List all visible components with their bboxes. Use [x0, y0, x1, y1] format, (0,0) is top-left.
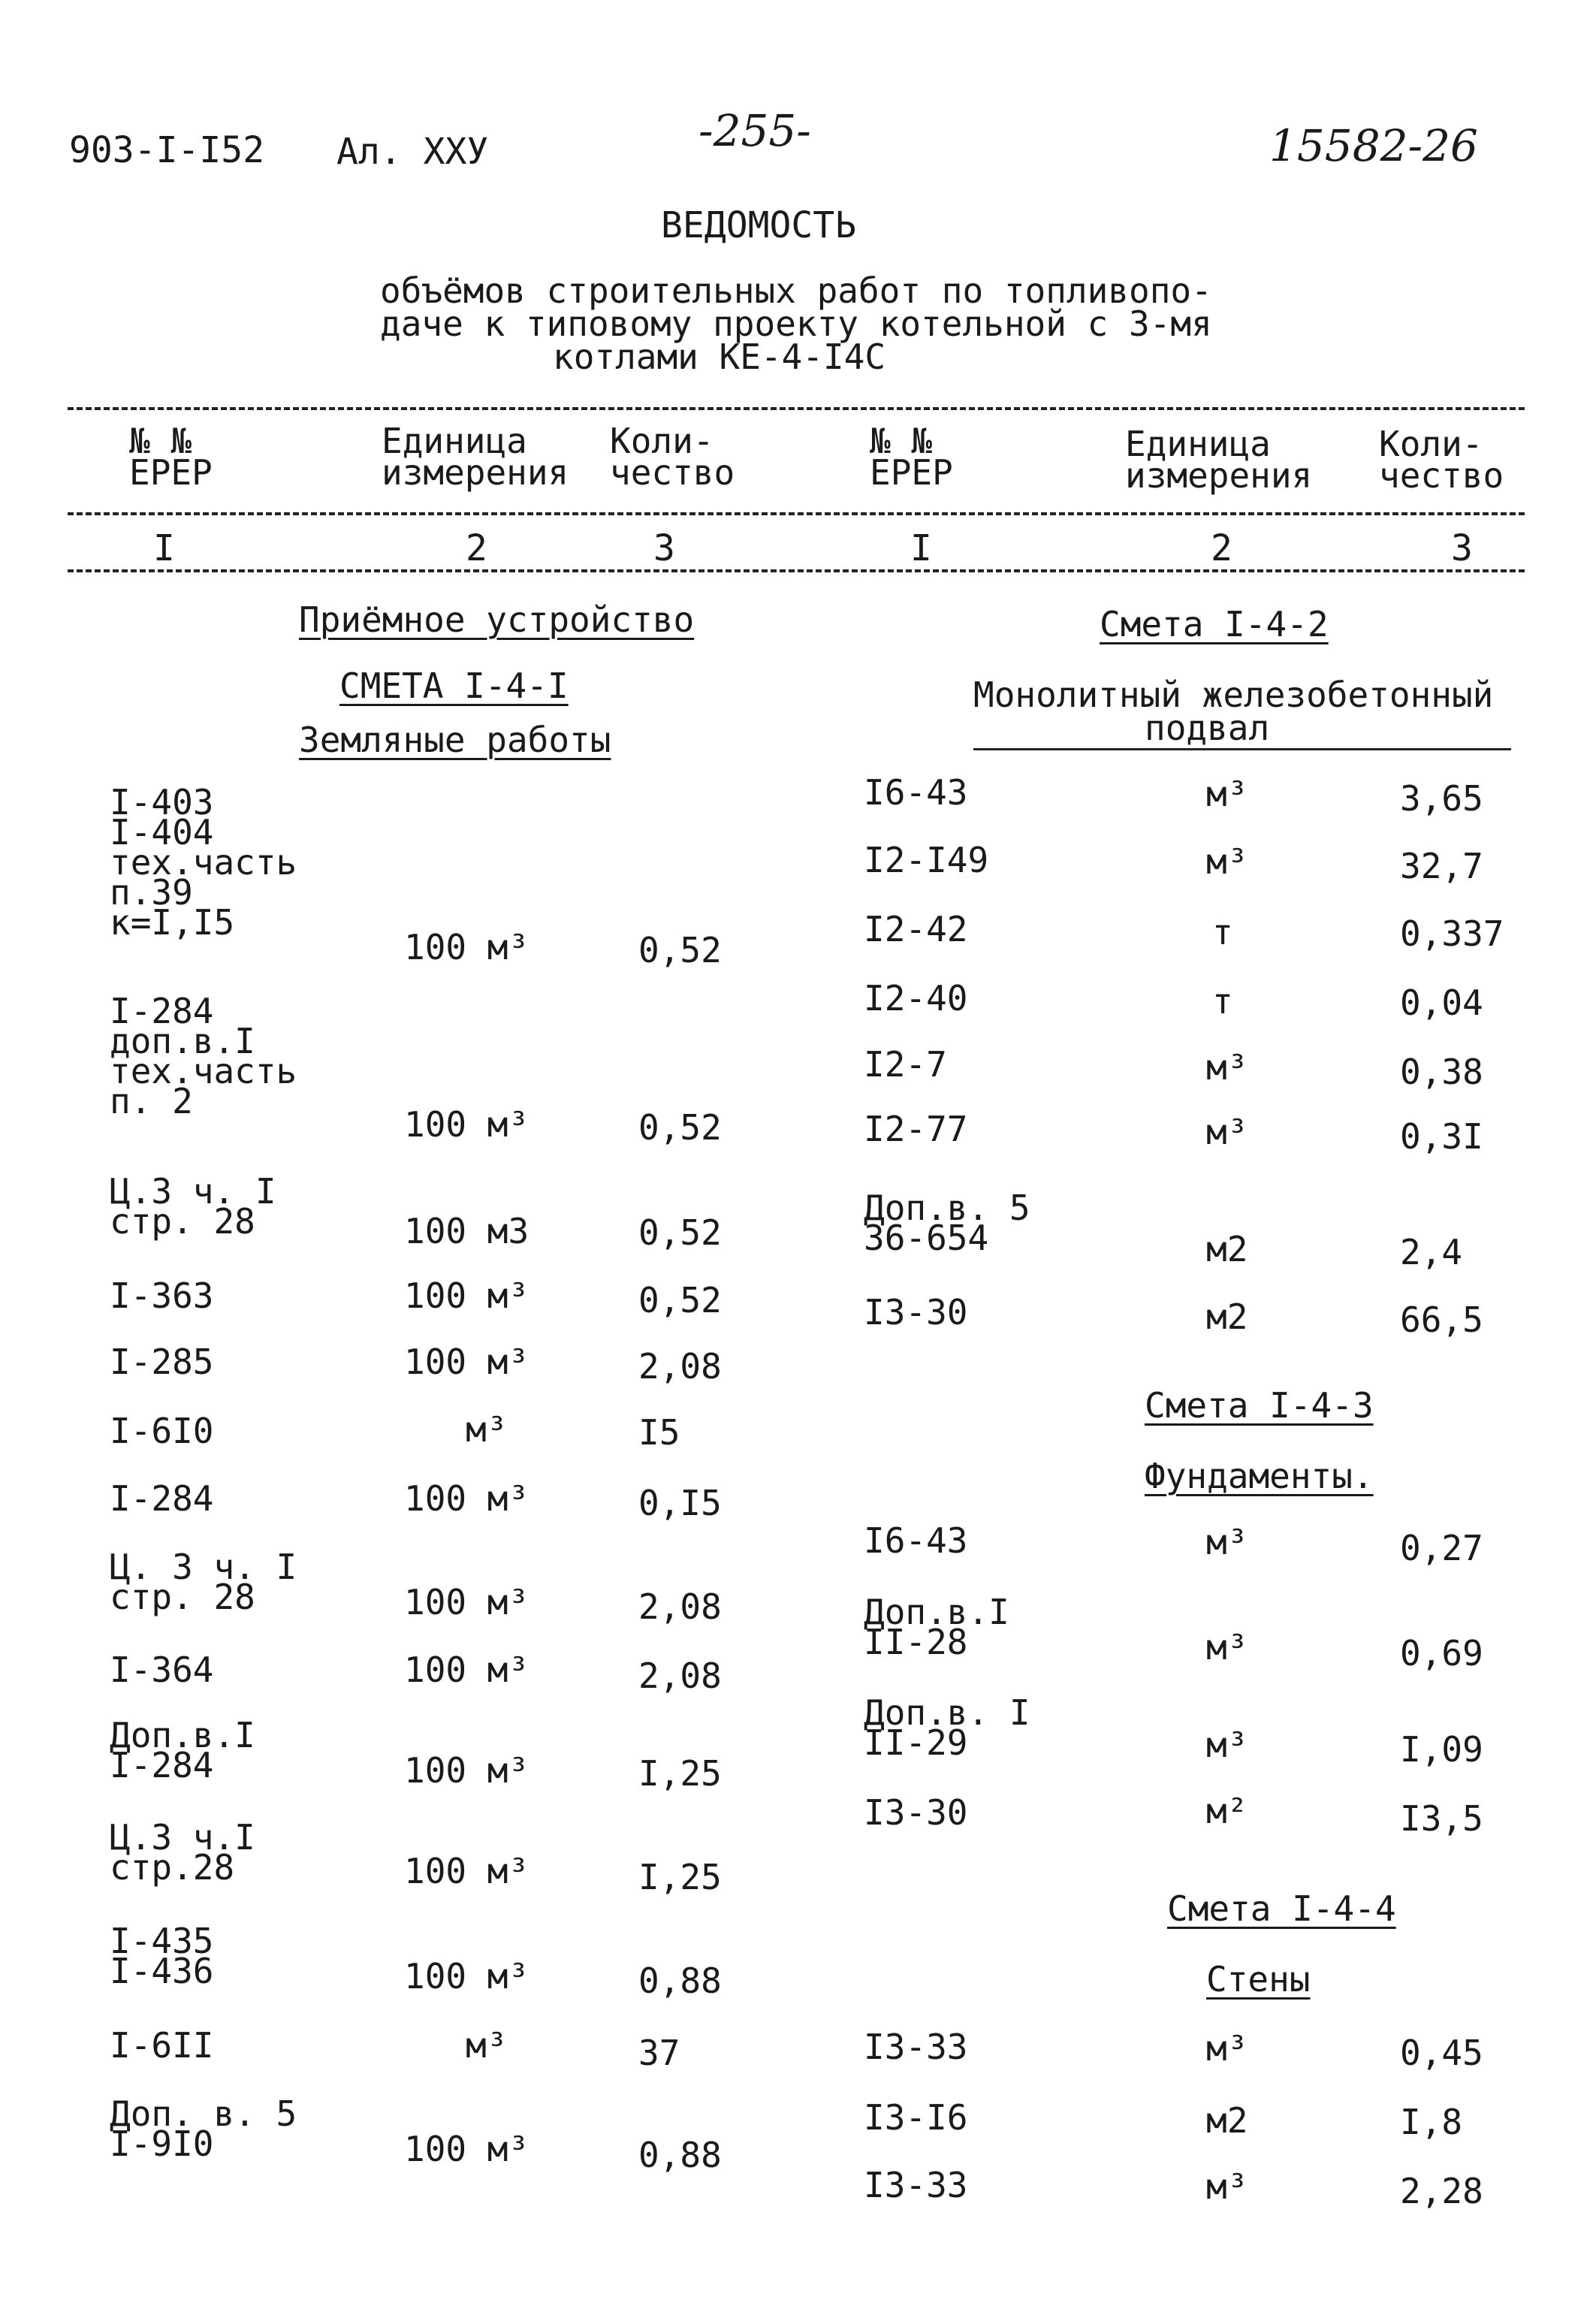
document-code: 903-I-I52 — [69, 129, 265, 171]
table-row-code: I-363 — [110, 1275, 214, 1316]
table-row-unit: 100 м³ — [404, 1582, 529, 1622]
subtitle-line-2: даче к типовому проекту котельной с 3-мя — [380, 303, 1212, 344]
table-row-code: I-6II — [110, 2025, 214, 2066]
subsection-foundations: Фундаменты. — [1145, 1456, 1374, 1496]
table-row-quantity: I5 — [638, 1412, 680, 1453]
table-row-code: Доп.в.I II-28 — [864, 1592, 1009, 1662]
table-row-quantity: 0,45 — [1400, 2033, 1483, 2073]
table-row-unit: м³ — [1206, 1047, 1248, 1088]
table-row-code: I3-33 — [864, 2027, 968, 2067]
album-number: Ал. ХХУ — [336, 131, 489, 173]
table-row-quantity: I,8 — [1400, 2102, 1463, 2142]
table-number-rule — [68, 569, 1525, 572]
subsection-basement-line-1: Монолитный железобетонный — [973, 675, 1494, 715]
table-row-code: I6-43 — [864, 1520, 968, 1561]
table-row-quantity: 2,08 — [638, 1656, 722, 1696]
table-row-code: Ц.3 ч. I стр. 28 — [110, 1171, 276, 1242]
table-header-rule — [68, 512, 1525, 515]
table-row-quantity: 3,65 — [1400, 778, 1483, 819]
table-row-code: I2-77 — [864, 1109, 968, 1149]
table-row-quantity: 0,I5 — [638, 1483, 722, 1523]
table-row-quantity: 2,08 — [638, 1586, 722, 1627]
table-row-unit: 100 м³ — [404, 1750, 529, 1791]
table-row-quantity: I,25 — [638, 1857, 722, 1897]
table-row-quantity: 37 — [638, 2033, 680, 2073]
table-row-code: I2-42 — [864, 909, 968, 949]
table-row-quantity: 0,52 — [638, 1212, 722, 1253]
table-row-quantity: 0,04 — [1400, 982, 1483, 1023]
table-row-quantity: 2,4 — [1400, 1232, 1463, 1272]
document-heading: ВЕДОМОСТЬ — [661, 204, 857, 246]
subtitle-line-3: котлами КЕ-4-I4С — [553, 337, 886, 377]
table-row-unit: м³ — [1206, 774, 1248, 814]
estimate-title-3: Смета I-4-3 — [1145, 1385, 1374, 1426]
column-number: I — [910, 527, 932, 569]
subsection-walls: Стены — [1206, 1959, 1311, 2000]
table-row-unit: т — [1212, 981, 1233, 1022]
table-row-quantity: 0,337 — [1400, 913, 1504, 954]
table-row-unit: 100 м³ — [404, 1104, 529, 1145]
section-title-receiving-device: Приёмное устройство — [299, 599, 695, 640]
table-row-code: I-364 — [110, 1650, 214, 1690]
table-row-quantity: I,09 — [1400, 1729, 1483, 1770]
header-unit-label: Единица измерения — [382, 421, 569, 493]
table-row-code: I6-43 — [864, 772, 968, 813]
table-row-unit: 100 м³ — [404, 1478, 529, 1519]
table-row-quantity: I,25 — [638, 1753, 722, 1794]
table-top-rule — [68, 407, 1525, 410]
table-row-code: Ц. 3 ч. I стр. 28 — [110, 1547, 297, 1617]
table-row-code: Доп.в.I I-284 — [110, 1715, 255, 1785]
table-row-code: Доп.в. I II-29 — [864, 1692, 1030, 1763]
table-row-code: I-284 доп.в.I тех.часть п. 2 — [110, 991, 297, 1121]
subsection-earthworks: Земляные работы — [299, 720, 611, 760]
table-row-unit: м³ — [1206, 1112, 1248, 1152]
table-row-unit: м2 — [1206, 2100, 1248, 2141]
column-number: 3 — [653, 527, 675, 569]
table-row-code: I-6I0 — [110, 1411, 214, 1451]
table-row-code: I3-33 — [864, 2165, 968, 2205]
table-row-code: Доп.в. 5 36-654 — [864, 1188, 1030, 1258]
table-row-quantity: I3,5 — [1400, 1798, 1483, 1839]
table-row-quantity: 0,52 — [638, 1280, 722, 1321]
table-row-quantity: 0,52 — [638, 930, 722, 970]
table-row-unit: м2 — [1206, 1296, 1248, 1337]
table-row-unit: м³ — [466, 1409, 508, 1450]
table-row-quantity: 0,69 — [1400, 1633, 1483, 1674]
table-row-quantity: 2,28 — [1400, 2171, 1483, 2211]
table-row-unit: м³ — [1206, 1627, 1248, 1668]
table-row-quantity: 66,5 — [1400, 1299, 1483, 1340]
table-row-unit: 100 м³ — [404, 1851, 529, 1891]
table-row-unit: 100 м³ — [404, 1342, 529, 1382]
column-number: 3 — [1451, 527, 1473, 569]
table-row-quantity: 0,27 — [1400, 1528, 1483, 1568]
table-row-unit: т — [1212, 912, 1233, 952]
table-row-quantity: 2,08 — [638, 1346, 722, 1387]
table-row-quantity: 0,88 — [638, 1960, 722, 2001]
table-row-code: I2-7 — [864, 1044, 947, 1085]
table-row-quantity: 0,3I — [1400, 1116, 1483, 1157]
table-row-quantity: 0,88 — [638, 2135, 722, 2175]
table-row-unit: м³ — [1206, 2028, 1248, 2069]
table-row-code: I-284 — [110, 1478, 214, 1519]
table-row-code: Ц.3 ч.I стр.28 — [110, 1817, 255, 1888]
table-row-unit: м³ — [1206, 1522, 1248, 1562]
estimate-title-2: Смета I-4-2 — [1100, 604, 1329, 644]
table-row-code: I-435 I-436 — [110, 1921, 214, 1991]
column-number: I — [153, 527, 175, 569]
table-row-quantity: 0,52 — [638, 1107, 722, 1148]
subtitle-line-1: объёмов строительных работ по топливопо- — [380, 270, 1212, 311]
estimate-title-4: Смета I-4-4 — [1167, 1888, 1396, 1929]
table-row-quantity: 32,7 — [1400, 846, 1483, 886]
page-number: -255- — [698, 105, 811, 156]
table-row-unit: 100 м³ — [404, 927, 529, 967]
reference-number: 15582-26 — [1269, 120, 1478, 171]
table-row-code: I3-30 — [864, 1292, 968, 1333]
table-row-code: I2-I49 — [864, 840, 989, 880]
table-row-unit: м2 — [1206, 1229, 1248, 1269]
table-row-code: I3-30 — [864, 1792, 968, 1833]
table-row-unit: 100 м³ — [404, 1275, 529, 1316]
subsection-basement-line-2: подвал — [1145, 708, 1270, 748]
table-row-unit: 100 м3 — [404, 1211, 529, 1251]
table-row-unit: м³ — [1206, 1725, 1248, 1765]
table-row-code: I-403 I-404 тех.часть п.39 к=I,I5 — [110, 782, 297, 943]
column-number: 2 — [466, 527, 487, 569]
table-row-code: Доп. в. 5 I-9I0 — [110, 2093, 297, 2164]
table-row-unit: м³ — [1206, 2166, 1248, 2207]
header-quantity-label: Коли- чество — [610, 421, 735, 493]
table-row-unit: м³ — [466, 2025, 508, 2066]
table-row-unit: 100 м³ — [404, 1956, 529, 1997]
estimate-title-1: СМЕТА I-4-I — [339, 666, 569, 706]
table-row-code: I3-I6 — [864, 2097, 968, 2138]
table-row-unit: 100 м³ — [404, 2129, 529, 2169]
table-row-code: I-285 — [110, 1342, 214, 1382]
table-row-unit: 100 м³ — [404, 1650, 529, 1690]
table-row-unit: м³ — [1206, 841, 1248, 882]
table-row-unit: м² — [1206, 1791, 1248, 1831]
subsection-underline — [973, 748, 1511, 750]
header-code-label-right: № № ЕРЕР — [870, 421, 953, 493]
header-code-label: № № ЕРЕР — [129, 421, 213, 493]
column-number: 2 — [1211, 527, 1232, 569]
table-row-code: I2-40 — [864, 978, 968, 1019]
table-row-quantity: 0,38 — [1400, 1052, 1483, 1092]
header-quantity-label-right: Коли- чество — [1379, 424, 1504, 496]
header-unit-label-right: Единица измерения — [1125, 424, 1313, 496]
